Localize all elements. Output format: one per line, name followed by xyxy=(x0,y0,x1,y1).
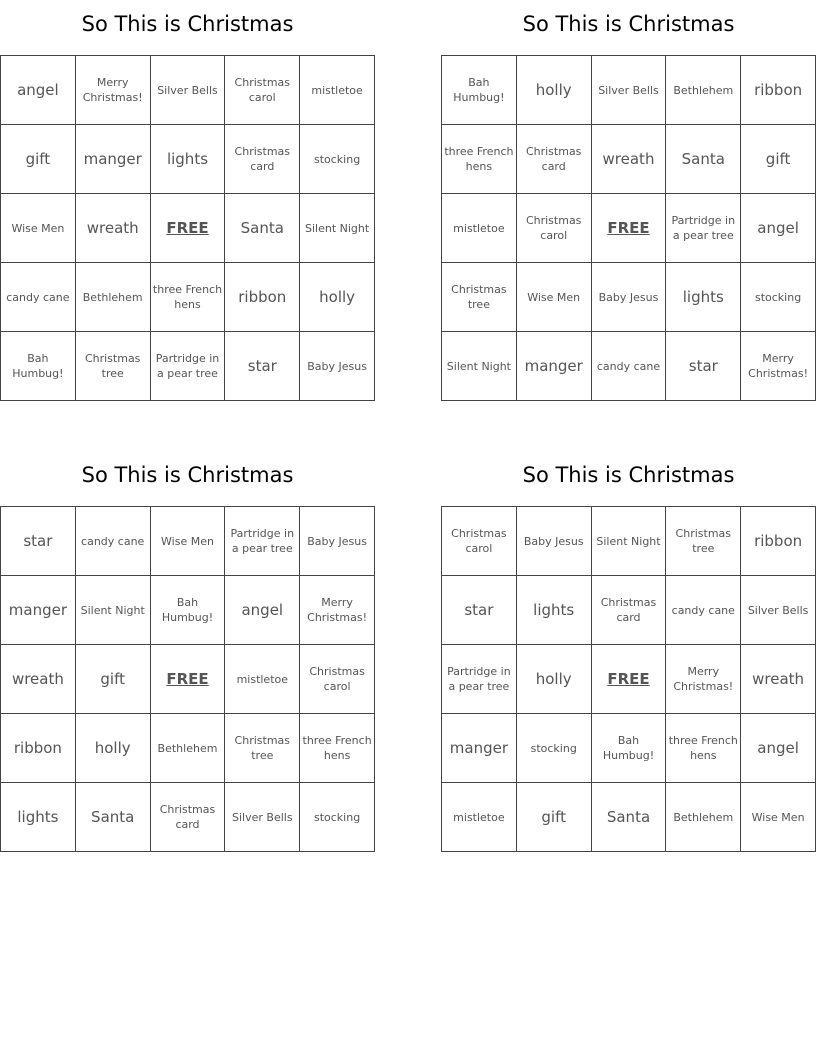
bingo-cell: lights xyxy=(1,783,76,852)
bingo-row xyxy=(1,645,375,714)
bingo-cell: ribbon xyxy=(225,263,300,332)
bingo-row xyxy=(442,332,816,401)
bingo-cell: star xyxy=(666,332,741,401)
bingo-cell: Silver Bells xyxy=(150,56,225,125)
bingo-cell: Christmas carol xyxy=(442,507,517,576)
bingo-cell: Baby Jesus xyxy=(591,263,666,332)
bingo-cell: Christmas carol xyxy=(516,194,591,263)
bingo-row xyxy=(442,56,816,125)
bingo-cell: Christmas card xyxy=(591,576,666,645)
bingo-cell: Christmas tree xyxy=(75,332,150,401)
bingo-cell: Santa xyxy=(591,783,666,852)
bingo-cell: holly xyxy=(516,56,591,125)
bingo-cell: ribbon xyxy=(741,507,816,576)
bingo-cell: Bah Humbug! xyxy=(442,56,517,125)
bingo-cell: Silent Night xyxy=(442,332,517,401)
bingo-row xyxy=(442,194,816,263)
bingo-cell: mistletoe xyxy=(442,194,517,263)
bingo-cell: ribbon xyxy=(741,56,816,125)
bingo-row xyxy=(442,714,816,783)
bingo-cell: candy cane xyxy=(1,263,76,332)
bingo-cell: candy cane xyxy=(666,576,741,645)
bingo-cell: wreath xyxy=(75,194,150,263)
bingo-cell: Bethlehem xyxy=(666,783,741,852)
bingo-cell: holly xyxy=(75,714,150,783)
bingo-cell: star xyxy=(225,332,300,401)
bingo-cell: ribbon xyxy=(1,714,76,783)
bingo-cell: Partridge in a pear tree xyxy=(442,645,517,714)
bingo-cell: three French hens xyxy=(442,125,517,194)
bingo-cell: candy cane xyxy=(75,507,150,576)
bingo-cell: lights xyxy=(150,125,225,194)
bingo-row xyxy=(442,263,816,332)
bingo-row xyxy=(1,194,375,263)
bingo-row xyxy=(442,125,816,194)
bingo-cell: angel xyxy=(741,194,816,263)
bingo-cell: Silver Bells xyxy=(225,783,300,852)
bingo-cell: manger xyxy=(442,714,517,783)
bingo-cell: Silver Bells xyxy=(591,56,666,125)
bingo-grid xyxy=(441,55,816,401)
free-space-cell: FREE xyxy=(150,194,225,263)
bingo-cell: angel xyxy=(225,576,300,645)
free-space-cell: FREE xyxy=(591,645,666,714)
bingo-cell: angel xyxy=(1,56,76,125)
bingo-cell: Baby Jesus xyxy=(516,507,591,576)
bingo-row xyxy=(1,263,375,332)
bingo-cell: Bethlehem xyxy=(75,263,150,332)
bingo-cell: holly xyxy=(516,645,591,714)
bingo-cell: Baby Jesus xyxy=(300,507,375,576)
bingo-cell: Christmas tree xyxy=(666,507,741,576)
bingo-row xyxy=(1,56,375,125)
bingo-cell: Silver Bells xyxy=(741,576,816,645)
bingo-cell: manger xyxy=(1,576,76,645)
bingo-cell: Bah Humbug! xyxy=(591,714,666,783)
bingo-cell: Wise Men xyxy=(1,194,76,263)
bingo-cell: holly xyxy=(300,263,375,332)
bingo-cell: mistletoe xyxy=(442,783,517,852)
card-title: So This is Christmas xyxy=(522,463,735,487)
bingo-cell: angel xyxy=(741,714,816,783)
card-title: So This is Christmas xyxy=(81,463,294,487)
bingo-cell: stocking xyxy=(741,263,816,332)
bingo-cell: Santa xyxy=(666,125,741,194)
bingo-cell: star xyxy=(1,507,76,576)
bingo-row xyxy=(1,125,375,194)
bingo-cell: Silent Night xyxy=(75,576,150,645)
card-title: So This is Christmas xyxy=(522,12,735,36)
bingo-cell: wreath xyxy=(741,645,816,714)
bingo-cell: stocking xyxy=(300,125,375,194)
bingo-cell: three French hens xyxy=(300,714,375,783)
bingo-cell: manger xyxy=(75,125,150,194)
bingo-cell: gift xyxy=(741,125,816,194)
bingo-row xyxy=(442,507,816,576)
bingo-cell: Silent Night xyxy=(300,194,375,263)
bingo-grid xyxy=(0,55,375,401)
bingo-row xyxy=(442,645,816,714)
bingo-cell: star xyxy=(442,576,517,645)
bingo-cell: Christmas card xyxy=(150,783,225,852)
bingo-cell: Christmas tree xyxy=(442,263,517,332)
free-space-cell: FREE xyxy=(591,194,666,263)
bingo-cell: Merry Christmas! xyxy=(300,576,375,645)
bingo-row xyxy=(1,507,375,576)
bingo-cell: Santa xyxy=(225,194,300,263)
bingo-row xyxy=(1,714,375,783)
bingo-row xyxy=(442,576,816,645)
bingo-cell: Wise Men xyxy=(516,263,591,332)
bingo-cell: lights xyxy=(666,263,741,332)
bingo-cell: Bah Humbug! xyxy=(1,332,76,401)
bingo-cell: gift xyxy=(516,783,591,852)
bingo-cell: Christmas card xyxy=(225,125,300,194)
bingo-cell: stocking xyxy=(300,783,375,852)
bingo-cell: gift xyxy=(1,125,76,194)
bingo-cell: Christmas card xyxy=(516,125,591,194)
bingo-cell: Christmas carol xyxy=(300,645,375,714)
bingo-cell: Bah Humbug! xyxy=(150,576,225,645)
bingo-cell: Santa xyxy=(75,783,150,852)
bingo-cell: three French hens xyxy=(666,714,741,783)
bingo-row xyxy=(1,332,375,401)
bingo-cell: Wise Men xyxy=(741,783,816,852)
free-space-cell: FREE xyxy=(150,645,225,714)
bingo-cell: Merry Christmas! xyxy=(666,645,741,714)
bingo-cell: wreath xyxy=(1,645,76,714)
bingo-grid xyxy=(441,506,816,852)
bingo-row xyxy=(442,783,816,852)
card-title: So This is Christmas xyxy=(81,12,294,36)
bingo-cell: Partridge in a pear tree xyxy=(150,332,225,401)
bingo-cell: Partridge in a pear tree xyxy=(666,194,741,263)
bingo-grid xyxy=(0,506,375,852)
bingo-cell: wreath xyxy=(591,125,666,194)
bingo-cell: Christmas carol xyxy=(225,56,300,125)
bingo-row xyxy=(1,783,375,852)
bingo-cell: Christmas tree xyxy=(225,714,300,783)
bingo-cell: Merry Christmas! xyxy=(741,332,816,401)
bingo-cell: gift xyxy=(75,645,150,714)
bingo-cell: Wise Men xyxy=(150,507,225,576)
bingo-cell: Partridge in a pear tree xyxy=(225,507,300,576)
bingo-cell: lights xyxy=(516,576,591,645)
bingo-cell: mistletoe xyxy=(225,645,300,714)
bingo-cell: Bethlehem xyxy=(666,56,741,125)
bingo-cell: mistletoe xyxy=(300,56,375,125)
bingo-cell: Baby Jesus xyxy=(300,332,375,401)
bingo-cell: Merry Christmas! xyxy=(75,56,150,125)
bingo-cell: stocking xyxy=(516,714,591,783)
bingo-cell: manger xyxy=(516,332,591,401)
bingo-cell: three French hens xyxy=(150,263,225,332)
bingo-cell: Bethlehem xyxy=(150,714,225,783)
bingo-cell: candy cane xyxy=(591,332,666,401)
bingo-row xyxy=(1,576,375,645)
bingo-cell: Silent Night xyxy=(591,507,666,576)
